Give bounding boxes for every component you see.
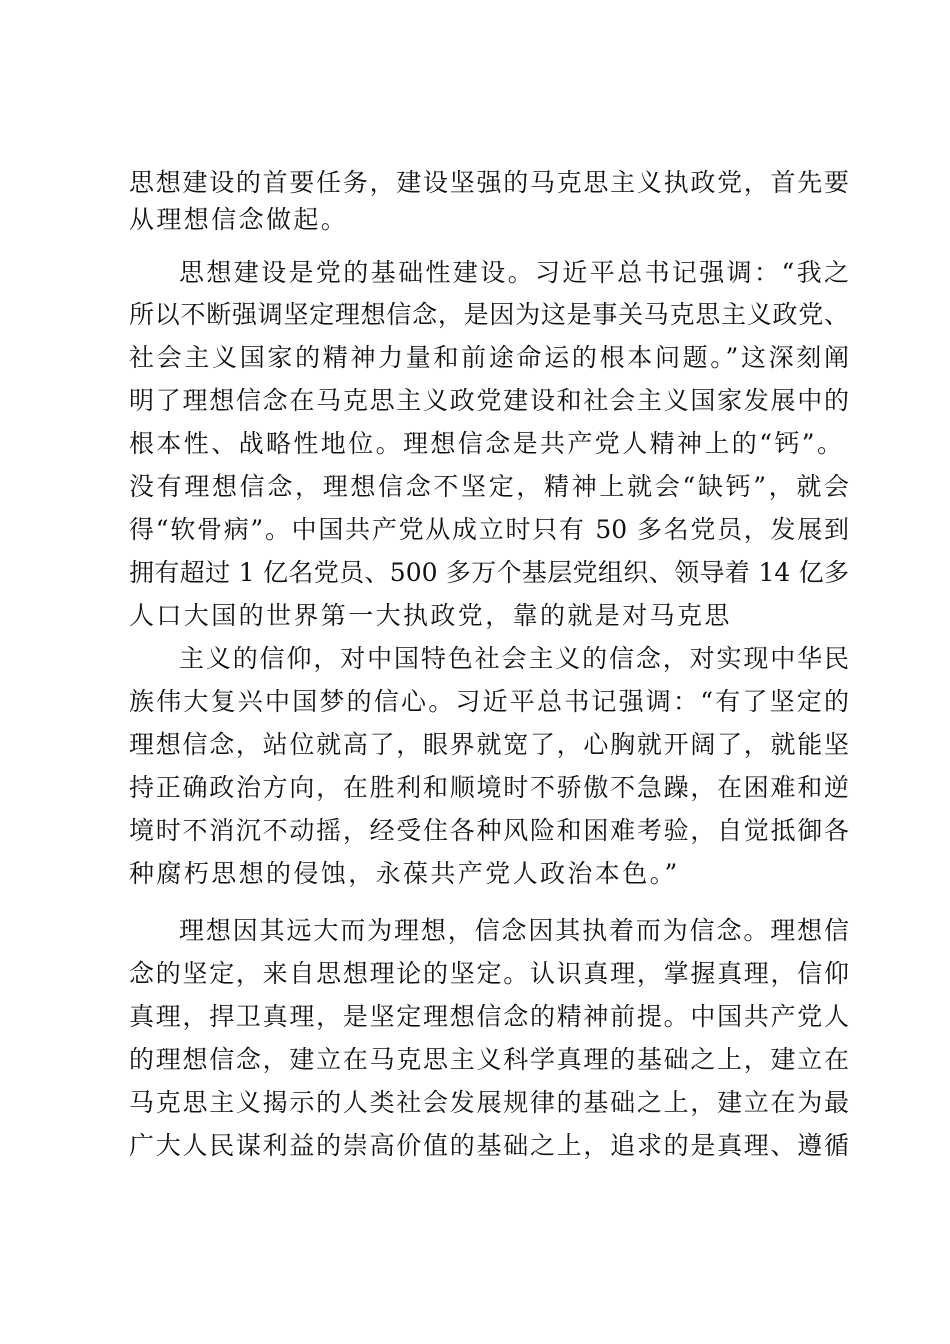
text-line: 社会主义国家的精神力量和前途命运的根本问题。”这深刻阐: [129, 343, 849, 372]
text-line: 思想建设是党的基础性建设。习近平总书记强调：“我之: [179, 258, 849, 287]
text-line: 人口大国的世界第一大执政党，靠的就是对马克思: [129, 601, 732, 630]
text-line: 持正确政治方向，在胜利和顺境时不骄傲不急躁，在困难和逆: [129, 773, 849, 802]
text-line: 思想建设的首要任务，建设坚强的马克思主义执政党，首先要: [129, 168, 849, 197]
text-line: 广大人民谋利益的崇高价值的基础之上，追求的是真理、遵循: [129, 1131, 849, 1160]
text-line: 没有理想信念，理想信念不坚定，精神上就会“缺钙”，就会: [129, 472, 849, 501]
text-line: 境时不消沉不动摇，经受住各种风险和困难考验，自觉抵御各: [129, 816, 849, 845]
text-line: 所以不断强调坚定理想信念，是因为这是事关马克思主义政党、: [129, 300, 849, 329]
text-line: 念的坚定，来自思想理论的坚定。认识真理，掌握真理，信仰: [129, 959, 849, 988]
text-line: 拥有超过 1 亿名党员、500 多万个基层党组织、领导着 14 亿多: [129, 558, 849, 587]
text-line: 主义的信仰，对中国特色社会主义的信念，对实现中华民: [179, 644, 849, 673]
text-line: 真理，捍卫真理，是坚定理想信念的精神前提。中国共产党人: [129, 1002, 849, 1031]
text-line: 族伟大复兴中国梦的信心。习近平总书记强调：“有了坚定的: [129, 687, 849, 716]
text-line: 理想因其远大而为理想，信念因其执着而为信念。理想信: [179, 916, 849, 945]
text-line: 得“软骨病”。中国共产党从成立时只有 50 多名党员，发展到: [129, 515, 849, 544]
text-line: 理想信念，站位就高了，眼界就宽了，心胸就开阔了，就能坚: [129, 730, 849, 759]
text-line: 明了理想信念在马克思主义政党建设和社会主义国家发展中的: [129, 386, 849, 415]
text-line: 从理想信念做起。: [129, 205, 349, 234]
text-line: 根本性、战略性地位。理想信念是共产党人精神上的“钙”。: [129, 429, 845, 458]
text-line: 马克思主义揭示的人类社会发展规律的基础之上，建立在为最: [129, 1088, 849, 1117]
text-line: 的理想信念，建立在马克思主义科学真理的基础之上，建立在: [129, 1045, 849, 1074]
text-line: 种腐朽思想的侵蚀，永葆共产党人政治本色。”: [129, 859, 680, 888]
